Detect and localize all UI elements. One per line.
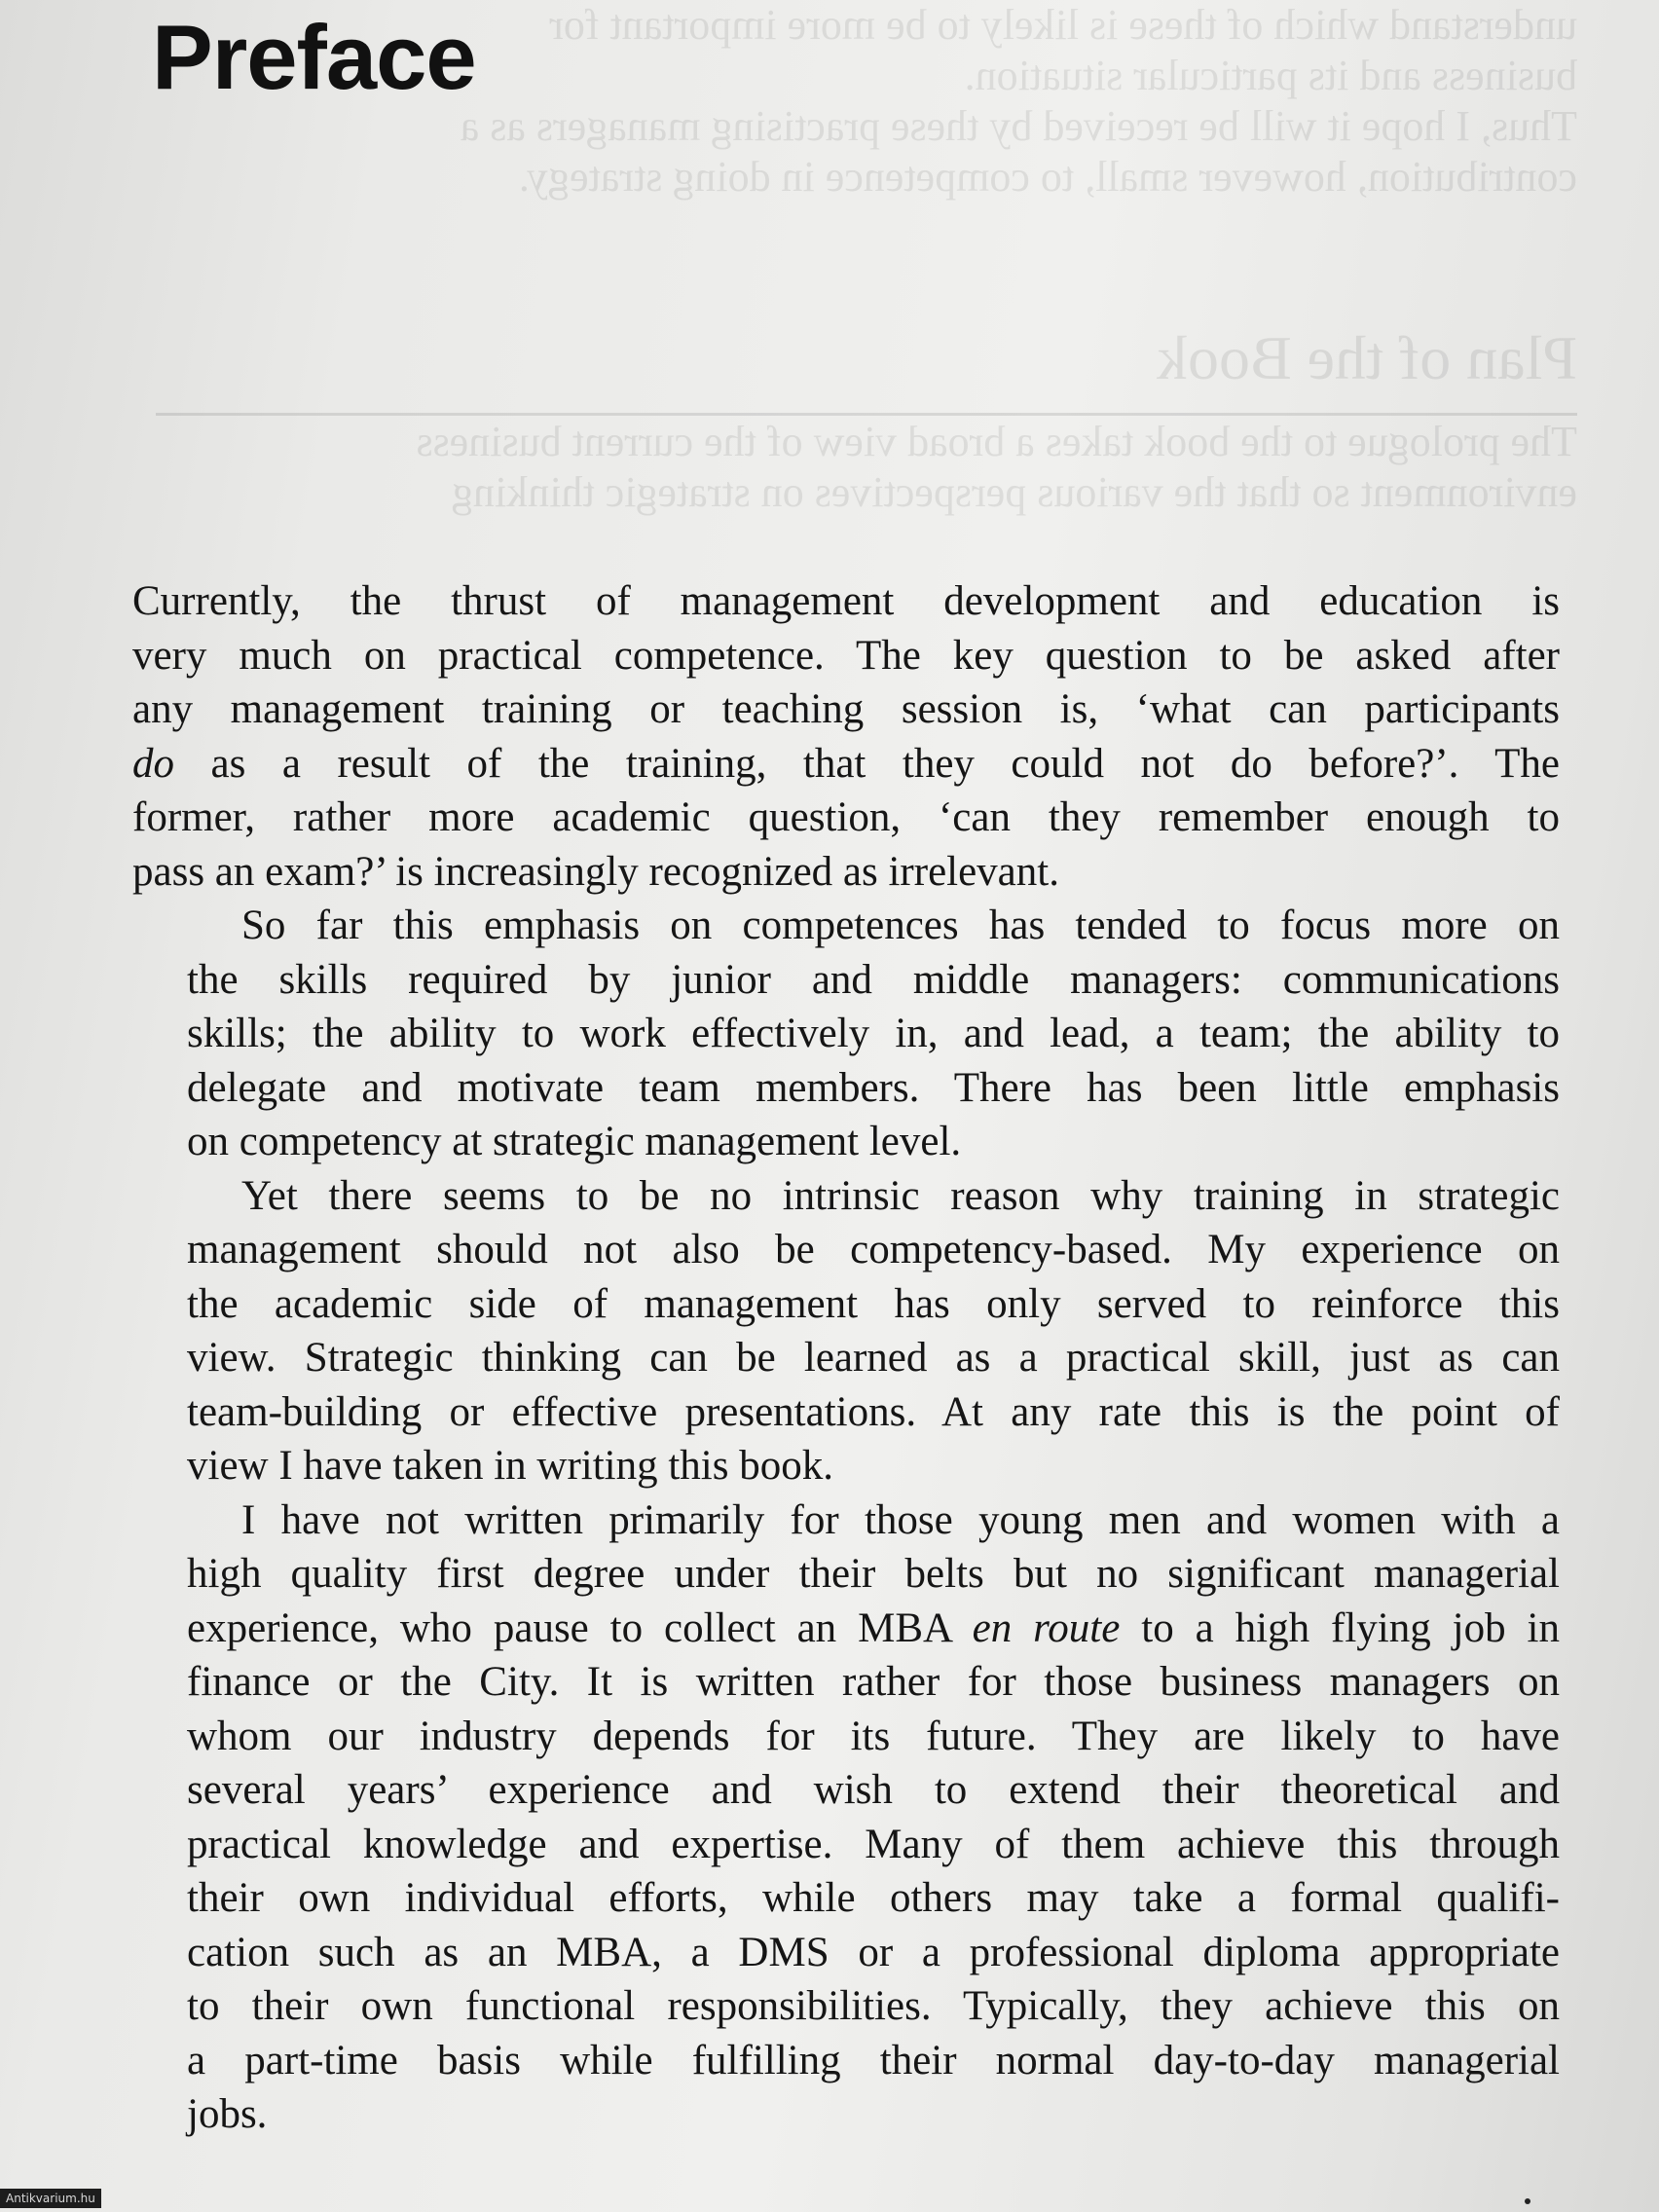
text-line: pass an exam?’ is increasingly recognized as irrelevant.: [132, 848, 1059, 895]
bleed-line: The prologue to the book takes a broad view of the current business: [416, 418, 1577, 465]
text-line: the skills required by junior and middle managers: communications: [187, 956, 1560, 1003]
text-line-start: experience, who pause to collect an MBA: [187, 1604, 951, 1651]
text-line: view. Strategic thinking can be learned as a practical skill, just as can: [187, 1335, 1560, 1381]
emphasis-do: do: [132, 740, 174, 787]
bleed-line: environment so that the various perspectives on strategic thinking: [452, 468, 1577, 516]
watermark: Antikvarium.hu: [0, 2189, 101, 2208]
text-line: So far this emphasis on competences has tended to focus more on: [241, 903, 1560, 948]
text-line: Currently, the thrust of management development and education is: [132, 578, 1560, 624]
text-line: jobs.: [187, 2091, 268, 2137]
text-line: whom our industry depends for its future. They are likely to have: [187, 1713, 1560, 1759]
text-line: several years’ experience and wish to extend their theoretical and: [187, 1767, 1560, 1813]
text-line: view I have taken in writing this book.: [187, 1443, 833, 1489]
text-line: former, rather more academic question, ‘can they remember enough to: [132, 794, 1560, 840]
text-line: management should not also be competency-based. My experience on: [187, 1227, 1560, 1272]
text-line: cation such as an MBA, a DMS or a professional diploma appropriate: [187, 1929, 1560, 1975]
paragraph-1: [132, 574, 1560, 899]
bleed-line: Thus, I hope it will be received by these practising managers as a: [460, 102, 1577, 150]
bleed-line: Plan of the Book: [1157, 323, 1577, 392]
text-line: practical knowledge and expertise. Many of them achieve this through: [187, 1821, 1560, 1867]
text-line: [132, 737, 1560, 792]
text-line: Yet there seems to be no intrinsic reason why training in strategic: [241, 1172, 1560, 1219]
text-line: delegate and motivate team members. There has been little emphasis: [187, 1064, 1560, 1111]
text-line: I have not written primarily for those young men and women with a: [241, 1496, 1560, 1543]
text-line: high quality first degree under their belts but no significant managerial: [187, 1551, 1560, 1597]
paragraph-4: [132, 1493, 1560, 2142]
text-line: [132, 1602, 1560, 1656]
text-line: very much on practical competence. The key question to be asked after: [132, 632, 1560, 679]
text-line-rest: to a high flying job in: [1141, 1604, 1560, 1651]
text-line-rest: as a result of the training, that they could not do before?’. The: [210, 740, 1560, 787]
bleed-through-rule: [156, 413, 1577, 416]
bleed-line: contribution, however small, to competence in doing strategy.: [518, 153, 1577, 201]
page-speck: [1525, 2198, 1530, 2204]
text-line: finance or the City. It is written rather for those business managers on: [187, 1659, 1560, 1705]
text-line: any management training or teaching session is, ‘what can participants: [132, 686, 1560, 732]
text-line: team-building or effective presentations. At any rate this is the point of: [187, 1388, 1560, 1435]
emphasis-en-route: en route: [972, 1604, 1121, 1651]
text-line: a part-time basis while fulfilling their normal day-to-day managerial: [187, 2037, 1560, 2083]
text-line: to their own functional responsibilities. Typically, they achieve this on: [187, 1983, 1560, 2029]
text-line: the academic side of management has only served to reinforce this: [187, 1280, 1560, 1327]
preface-body: [132, 574, 1560, 2142]
bleed-line: understand which of these is likely to be more important for: [549, 1, 1577, 49]
text-line: skills; the ability to work effectively in, and lead, a team; the ability to: [187, 1011, 1560, 1056]
text-line: their own individual efforts, while others may take a formal qualifi-: [187, 1875, 1560, 1921]
bleed-line: business and its particular situation.: [964, 52, 1577, 99]
page-title: Preface: [152, 6, 476, 108]
paragraph-2: [132, 899, 1560, 1169]
paragraph-3: [132, 1169, 1560, 1493]
text-line: on competency at strategic management level.: [187, 1119, 962, 1164]
